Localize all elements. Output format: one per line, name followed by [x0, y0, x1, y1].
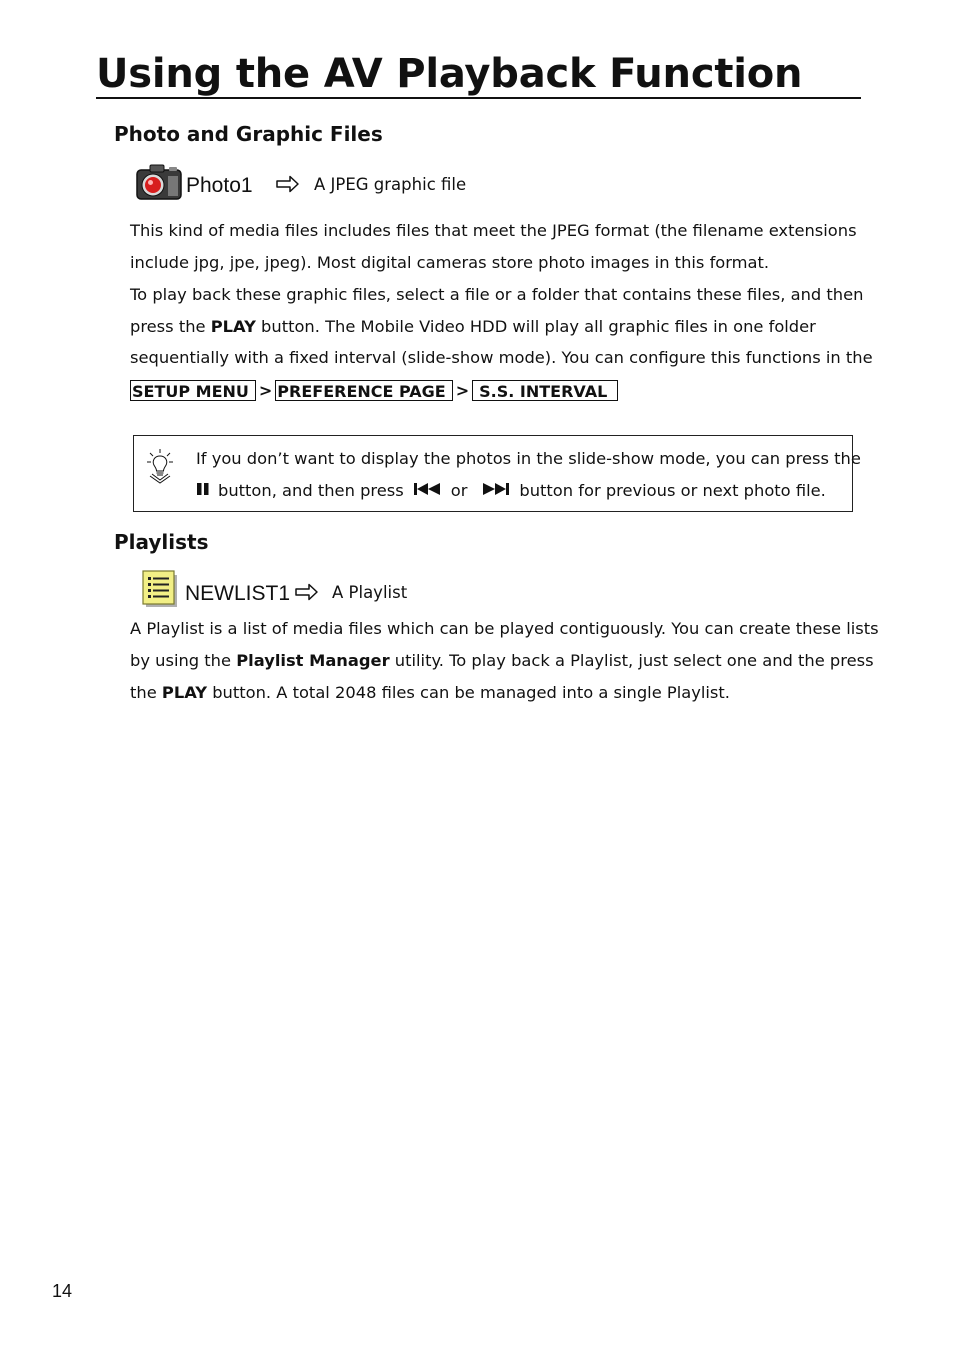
photo-para-line-5: sequentially with a fixed interval (slide-show mode). You can configure this functions in the [130, 348, 873, 367]
photo-description: A JPEG graphic file [314, 175, 467, 194]
photo-para-line-2: include jpg, jpe, jpeg). Most digital cameras store photo images in this format. [130, 253, 770, 272]
tip-text-c: button for previous or next photo file. [519, 481, 826, 500]
playlist-icon-label: NEWLIST1 [185, 582, 291, 605]
camera-icon [136, 164, 182, 200]
menu-ss-interval: S.S. INTERVAL [472, 380, 618, 401]
pause-icon [196, 475, 210, 507]
menu-separator: > [258, 380, 273, 400]
photo-section-heading: Photo and Graphic Files [114, 122, 383, 146]
menu-preference-page: PREFERENCE PAGE [275, 380, 452, 401]
playlist-description: A Playlist [332, 583, 408, 602]
tip-text-b: or [450, 481, 468, 500]
line4-text-before: press the [130, 317, 211, 336]
playlist-icon [142, 570, 178, 608]
outline-right-arrow-icon [295, 583, 319, 601]
line2-text-before: by using the [130, 651, 237, 670]
tip-line-2 [196, 475, 826, 507]
previous-track-icon [413, 475, 443, 507]
play-keyword: PLAY [161, 683, 208, 702]
title-rule [96, 97, 861, 99]
playlist-section-heading: Playlists [114, 530, 209, 554]
tip-box [133, 435, 861, 512]
playlist-para-line-1: A Playlist is a list of media files which can be played contiguously. You can create these lists [130, 619, 879, 638]
menu-path [130, 378, 618, 402]
outline-right-arrow-icon [276, 175, 300, 193]
play-keyword: PLAY [210, 317, 256, 336]
page-number: 14 [52, 1281, 73, 1301]
page-title: Using the AV Playback Function [96, 51, 803, 97]
photo-para-line-1: This kind of media files includes files that meet the JPEG format (the filename extensions [130, 221, 857, 240]
lightbulb-icon [146, 448, 174, 484]
menu-separator: > [455, 380, 470, 400]
next-track-icon [481, 475, 511, 507]
line3-text-before: the [130, 683, 162, 702]
line4-text-after: button. The Mobile Video HDD will play all graphic files in one folder [255, 317, 816, 336]
line2-text-after: utility. To play back a Playlist, just select one and the press [389, 651, 874, 670]
tip-line-1: If you don’t want to display the photos in the slide-show mode, you can press the [196, 449, 861, 468]
line3-text-after: button. A total 2048 files can be managed into a single Playlist. [207, 683, 730, 702]
photo-para-line-3: To play back these graphic files, select a file or a folder that contains these files, and then [130, 285, 864, 304]
tip-text-a: button, and then press [218, 481, 404, 500]
playlist-para-line-2 [130, 645, 874, 677]
playlist-manager-keyword: Playlist Manager [236, 651, 390, 670]
photo-para-line-4 [130, 311, 816, 343]
playlist-para-line-3 [130, 677, 730, 709]
menu-setup: SETUP MENU [130, 380, 256, 401]
photo-icon-label: Photo1 [186, 174, 253, 197]
